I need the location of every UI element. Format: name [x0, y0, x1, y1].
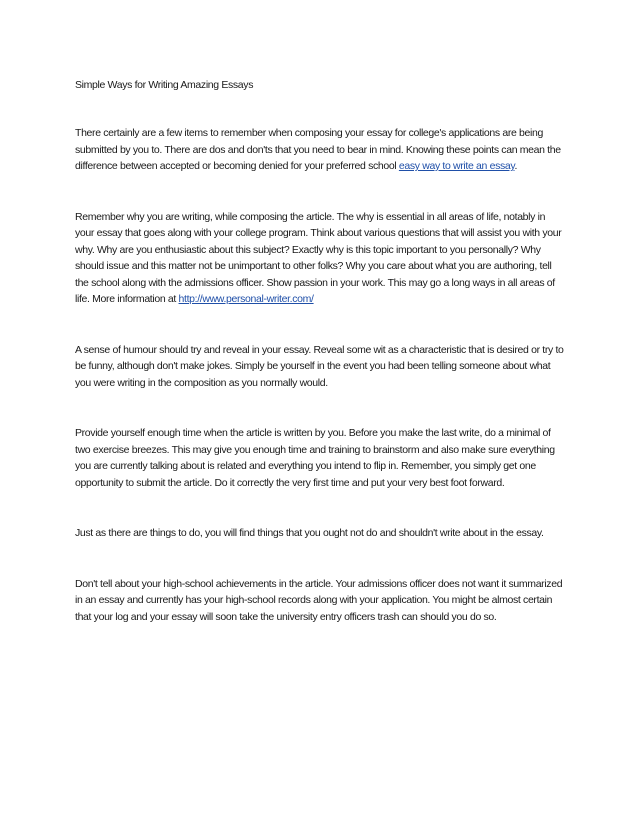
paragraph-text: Just as there are things to do, you will find things that you ought not do and shouldn't write about in the essay.: [75, 527, 544, 539]
document-title: Simple Ways for Writing Amazing Essays: [75, 79, 254, 91]
paragraph-text: A sense of humour should try and reveal in your essay. Reveal some wit as a characteristic that is desired or try to be funny, although don't make jokes. Simply be yourself in the event you had been telling someone about what you were writing in the composition as you normally would.: [75, 343, 564, 389]
paragraph-4: [75, 425, 565, 491]
paragraph-text: Remember why you are writing, while composing the article. The why is essential in all areas of life, notably in your essay that goes along with your college program. Think about various questions that will assist you with your why. Why are you enthusiastic about this subject? Exactly why is this topic important to you personally? Why should issue and this matter not be unimportant to other folks? Why you care about what you are authoring, tell the school along with the admissions officer. Show passion in your work. This may go a long ways in all areas of life. More information at: [75, 210, 562, 305]
paragraph-text: Provide yourself enough time when the article is written by you. Before you make the last write, do a minimal of two exercise breezes. This may give you enough time and training to brainstorm and also make sure everything you are currently talking about is related and everything you intend to flip in. Remember, you simply get one opportunity to submit the article. Do it correctly the very first time and put your very best foot forward.: [75, 427, 555, 489]
paragraph-text-end: .: [514, 160, 518, 172]
paragraph-3: [75, 342, 565, 392]
paragraph-text: There certainly are a few items to remember when composing your essay for college's applications are being submitted by you to. There are dos and don'ts that you need to bear in mind. Knowing these points can mean the difference between accepted or becoming denied for your preferred school: [75, 127, 561, 172]
personal-writer-link[interactable]: http://www.personal-writer.com/: [178, 293, 314, 305]
paragraph-1: [75, 125, 565, 175]
paragraph-5: [75, 525, 565, 542]
paragraph-6: [75, 576, 565, 626]
paragraph-2: [75, 209, 565, 308]
essay-link[interactable]: easy way to write an essay: [398, 160, 515, 172]
document-body: [75, 77, 565, 659]
paragraph-text: Don't tell about your high-school achievements in the article. Your admissions officer does not want it summarized in an essay and currently has your high-school records along with your application. You might be almost certain that your log and your essay will soon take the university entry officers trash can should you do so.: [75, 577, 563, 623]
